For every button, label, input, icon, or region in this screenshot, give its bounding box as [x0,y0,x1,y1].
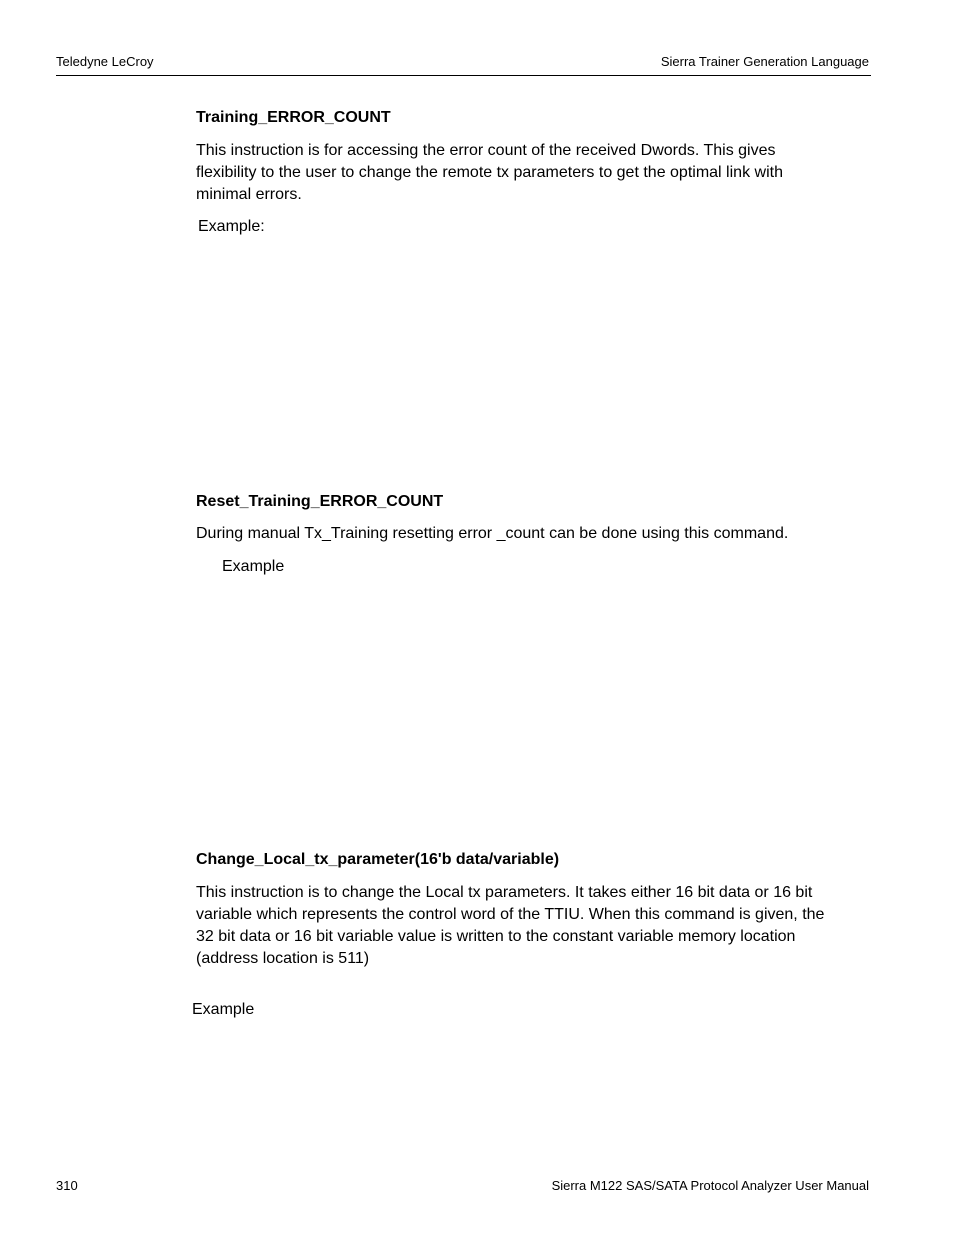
paragraph-line: 32 bit data or 16 bit variable value is written to the constant variable memory location [196,928,796,945]
section-heading-training-error-count: Training_ERROR_COUNT [196,109,391,126]
header-divider [56,75,871,76]
paragraph-line: This instruction is to change the Local tx parameters. It takes either 16 bit data or 16 bit [196,884,813,901]
paragraph-line: minimal errors. [196,186,302,203]
paragraph-line: This instruction is for accessing the error count of the received Dwords. This gives [196,142,776,159]
paragraph-line: flexibility to the user to change the remote tx parameters to get the optimal link with [196,164,783,181]
header-chapter-title: Sierra Trainer Generation Language [660,54,869,69]
paragraph-line: (address location is 511) [196,950,370,967]
header-company: Teledyne LeCroy [56,54,154,69]
section-paragraph-training-error-count [196,140,876,206]
section-paragraph-change-local-tx-parameter [196,882,876,970]
page-number: 310 [56,1178,78,1193]
section-paragraph-reset-training-error-count [196,523,876,545]
example-label-change-local-tx-parameter: Example [192,1001,255,1018]
example-label-reset-training-error-count: Example [222,558,285,575]
footer-manual-title: Sierra M122 SAS/SATA Protocol Analyzer User Manual [551,1178,869,1193]
example-label-training-error-count: Example: [198,218,265,235]
section-heading-change-local-tx-parameter: Change_Local_tx_parameter(16'b data/variable) [196,851,560,868]
section-heading-reset-training-error-count: Reset_Training_ERROR_COUNT [196,493,444,510]
paragraph-line: During manual Tx_Training resetting error _count can be done using this command. [196,525,789,542]
paragraph-line: variable which represents the control word of the TTIU. When this command is given, the [196,906,825,923]
